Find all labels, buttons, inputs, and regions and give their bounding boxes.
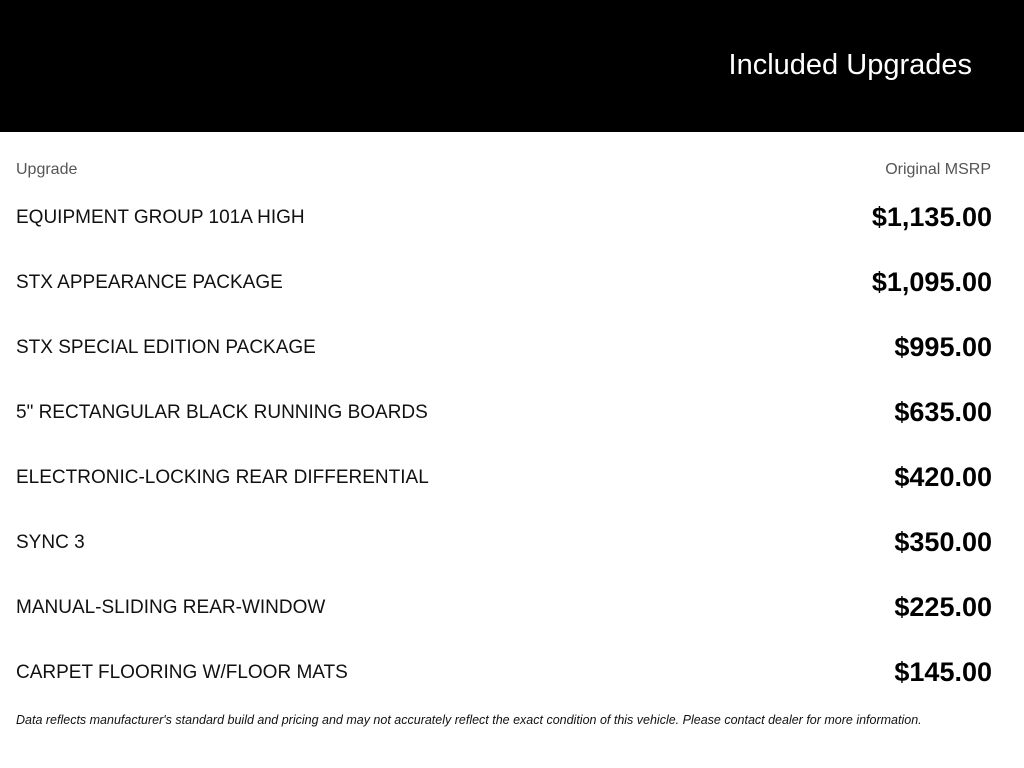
upgrade-row bbox=[16, 510, 992, 575]
upgrade-row bbox=[16, 380, 992, 445]
upgrade-price: $635.00 bbox=[894, 397, 992, 427]
header-banner bbox=[0, 0, 1024, 132]
upgrade-row bbox=[16, 445, 992, 510]
upgrade-price: $1,095.00 bbox=[871, 267, 992, 297]
upgrade-price: $420.00 bbox=[894, 462, 992, 492]
upgrade-name: STX APPEARANCE PACKAGE bbox=[16, 272, 283, 293]
upgrade-name: EQUIPMENT GROUP 101A HIGH bbox=[16, 207, 305, 228]
upgrade-row bbox=[16, 640, 992, 705]
upgrade-row bbox=[16, 250, 992, 315]
column-header-msrp: Original MSRP bbox=[885, 161, 991, 178]
upgrade-name: SYNC 3 bbox=[16, 532, 85, 553]
upgrade-price: $145.00 bbox=[894, 657, 992, 687]
upgrade-row bbox=[16, 575, 992, 640]
upgrade-name: STX SPECIAL EDITION PACKAGE bbox=[16, 337, 316, 358]
upgrade-name: CARPET FLOORING W/FLOOR MATS bbox=[16, 662, 348, 683]
upgrade-price: $350.00 bbox=[894, 527, 992, 557]
upgrade-row bbox=[16, 185, 992, 250]
upgrade-price: $1,135.00 bbox=[871, 202, 992, 232]
upgrade-row bbox=[16, 315, 992, 380]
column-header-upgrade: Upgrade bbox=[16, 161, 78, 178]
upgrade-name: MANUAL-SLIDING REAR-WINDOW bbox=[16, 597, 326, 618]
upgrade-name: ELECTRONIC-LOCKING REAR DIFFERENTIAL bbox=[16, 467, 429, 488]
upgrades-list bbox=[16, 185, 992, 705]
page-title: Included Upgrades bbox=[728, 49, 972, 81]
upgrade-price: $225.00 bbox=[894, 592, 992, 622]
upgrade-name: 5" RECTANGULAR BLACK RUNNING BOARDS bbox=[16, 402, 428, 423]
upgrade-price: $995.00 bbox=[894, 332, 992, 362]
disclaimer-text: Data reflects manufacturer's standard build and pricing and may not accurately reflect the exact condition of this vehicle. Please contact dealer for more information. bbox=[16, 713, 922, 727]
